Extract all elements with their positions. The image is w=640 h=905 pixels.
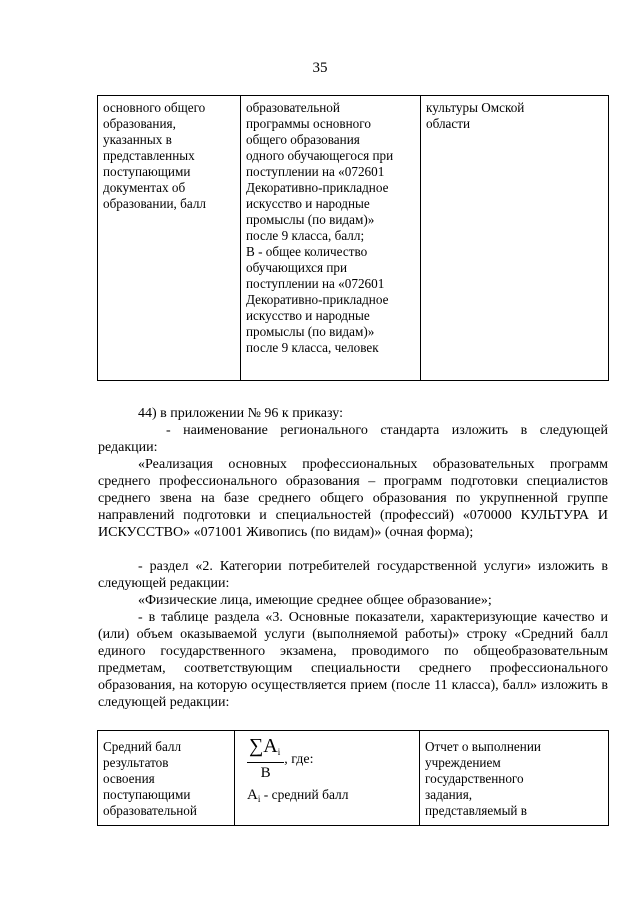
cell-line: промыслы (по видам)» bbox=[246, 324, 375, 339]
cell-line: образовании, балл bbox=[103, 196, 206, 211]
paragraph-quote: «Реализация основных профессиональных образовательных программ среднего профессионального образования – программ подготовки специалистов среднего звена на базе среднего общего образования по укрупненной группе направлений подготовки и специальностей (профессий) «070000 КУЛЬТУРА И ИСКУССТВО» «071001 Живопись (по видам)» (очная форма); bbox=[98, 457, 608, 540]
cell-line: культуры Омской bbox=[426, 100, 525, 115]
cell-line: поступлении на «072601 bbox=[246, 276, 385, 291]
paragraph-item-44: 44) в приложении № 96 к приказу: bbox=[138, 406, 343, 421]
formula-sum: ∑A bbox=[249, 735, 278, 757]
cell-line: учреждением bbox=[425, 755, 501, 770]
cell-line: В - общее количество bbox=[246, 244, 368, 259]
definition-index: i bbox=[257, 794, 261, 804]
cell-line: представляемый в bbox=[425, 803, 528, 818]
definition-text: - средний балл bbox=[260, 787, 349, 802]
paragraph-physical-persons: «Физические лица, имеющие среднее общее образование»; bbox=[138, 593, 492, 608]
formula-fraction bbox=[247, 737, 284, 783]
cell-line: после 9 класса, человек bbox=[246, 340, 379, 355]
formula-numerator bbox=[247, 737, 284, 763]
table-cell bbox=[98, 96, 241, 381]
cell-line: после 9 класса, балл; bbox=[246, 228, 365, 243]
cell-line: поступлении на «072601 bbox=[246, 164, 385, 179]
cell-line: поступающими bbox=[103, 787, 191, 802]
paragraph-section-3: - в таблице раздела «3. Основные показатели, характеризующие качество и (или) объем оказываемой услуги (выполняемой работы)» строку «Средний балл единого государственного экзамена, проводимого по общеобразовательным предметам, соответствующим специальности среднего профессионального образования, на которую осуществляется прием (после 11 класса), балл» изложить в следующей редакции: bbox=[98, 610, 608, 710]
cell-line: общего образования bbox=[246, 132, 360, 147]
cell-line: результатов bbox=[103, 755, 169, 770]
table-cell bbox=[98, 731, 235, 826]
cell-line: освоения bbox=[103, 771, 155, 786]
table-row bbox=[98, 96, 609, 381]
cell-line: образовательной bbox=[246, 100, 340, 115]
cell-line: промыслы (по видам)» bbox=[246, 212, 375, 227]
formula-denominator: B bbox=[260, 765, 271, 781]
cell-line: образования, bbox=[103, 116, 176, 131]
cell-line: Декоративно-прикладное bbox=[246, 180, 389, 195]
formula-numerator-index: i bbox=[277, 747, 281, 757]
cell-line: одного обучающегося при bbox=[246, 148, 394, 163]
table-cell bbox=[420, 731, 609, 826]
cell-line: поступающими bbox=[103, 164, 191, 179]
cell-line: искусство и народные bbox=[246, 196, 370, 211]
bottom-table bbox=[97, 730, 609, 826]
cell-line: государственного bbox=[425, 771, 524, 786]
cell-line: Декоративно-прикладное bbox=[246, 292, 389, 307]
cell-line: программы основного bbox=[246, 116, 371, 131]
definition-variable: A bbox=[247, 787, 258, 803]
formula bbox=[247, 737, 414, 783]
paragraph-standard-name: - наименование регионального стандарта изложить в следующей редакции: bbox=[98, 423, 608, 455]
formula-cell bbox=[235, 731, 420, 826]
formula-suffix: , где: bbox=[284, 752, 314, 768]
cell-line: образовательной bbox=[103, 803, 197, 818]
cell-line: Отчет о выполнении bbox=[425, 739, 541, 754]
cell-line: указанных в bbox=[103, 132, 172, 147]
cell-line: документах об bbox=[103, 180, 186, 195]
cell-line: Средний балл bbox=[103, 739, 182, 754]
table-cell bbox=[421, 96, 609, 381]
cell-line: представленных bbox=[103, 148, 195, 163]
formula-definition bbox=[247, 787, 414, 807]
table-cell bbox=[241, 96, 421, 381]
cell-line: области bbox=[426, 116, 471, 131]
page-number: 35 bbox=[312, 60, 328, 76]
top-table bbox=[97, 95, 609, 381]
cell-line: задания, bbox=[425, 787, 473, 802]
paragraph-section-2: - раздел «2. Категории потребителей государственной услуги» изложить в следующей редакции: bbox=[98, 559, 608, 591]
table-row bbox=[98, 731, 609, 826]
cell-line: основного общего bbox=[103, 100, 206, 115]
cell-line: искусство и народные bbox=[246, 308, 370, 323]
cell-line: обучающихся при bbox=[246, 260, 348, 275]
